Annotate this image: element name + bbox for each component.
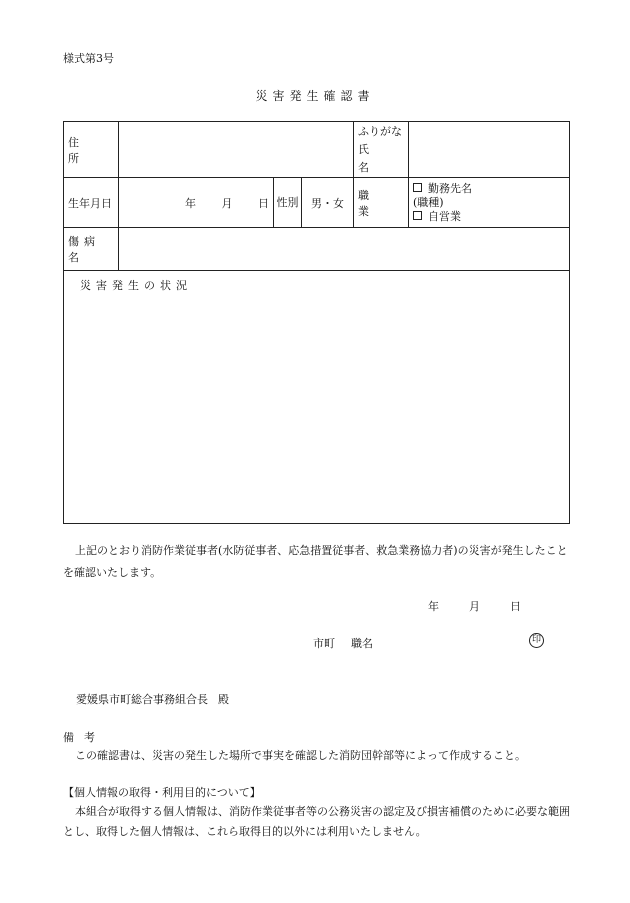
name-label-cell [354, 122, 416, 178]
injury-label: 傷病名 [64, 228, 119, 271]
signature-line[interactable] [313, 635, 373, 651]
occupation-type: (職種) [413, 195, 444, 209]
confirmation-form-table [63, 121, 570, 524]
privacy-heading: 【個人情報の取得・利用目的について】 [63, 786, 261, 799]
form-number: 様式第3号 [63, 52, 114, 65]
remarks-heading: 備考 [63, 731, 105, 744]
furigana-label: ふりがな [358, 124, 402, 138]
disaster-status-label: 災害発生の状況 [80, 279, 192, 292]
name-label: 氏 名 [358, 142, 416, 174]
document-title: 災害発生確認書 [255, 89, 375, 103]
sex-label: 性別 [274, 178, 302, 228]
remarks-text: この確認書は、災害の発生した場所で事実を確認した消防団幹部等によって作成すること。 [75, 749, 526, 762]
occupation-field[interactable] [409, 178, 570, 228]
birth-day: 日 [258, 196, 269, 210]
birth-year: 年 [185, 196, 196, 210]
birthdate-field[interactable] [119, 178, 274, 228]
honorific: 殿 [218, 693, 229, 706]
date-year: 年 [428, 600, 439, 613]
name-field[interactable] [409, 122, 570, 178]
date-month: 月 [469, 600, 480, 613]
injury-field[interactable] [119, 228, 570, 271]
privacy-text: 本組合が取得する個人情報は、消防作業従事者等の公務災害の認定及び損害補償のために必要な範囲とし、取得した個人情報は、これら取得目的以外には利用いたしません。 [63, 805, 570, 838]
employer-option: 勤務先名 [428, 181, 472, 195]
address-field[interactable] [119, 122, 354, 178]
confirmation-statement: 上記のとおり消防作業従事者(水防従事者、応急措置従事者、救急業務協力者)の災害が発生したことを確認いたします。 [63, 544, 568, 579]
addressee-name: 愛媛県市町総合事務組合長 [76, 693, 208, 706]
disaster-status-field[interactable] [64, 271, 570, 524]
occupation-label: 職 業 [354, 178, 409, 228]
addressee [76, 691, 229, 707]
address-label: 住 所 [64, 122, 119, 178]
employer-checkbox-icon[interactable] [413, 183, 422, 192]
self-employed-option: 自営業 [428, 209, 461, 223]
date-day: 日 [510, 600, 521, 613]
birthdate-label: 生年月日 [64, 178, 119, 228]
seal-icon: 印 [529, 633, 544, 648]
position-label: 職名 [351, 637, 373, 650]
self-employed-checkbox-icon[interactable] [413, 211, 422, 220]
sex-choice[interactable]: 男・女 [302, 178, 354, 228]
birth-month: 月 [221, 196, 233, 210]
confirmation-date[interactable] [428, 598, 551, 614]
city-label: 市町 [313, 637, 335, 650]
